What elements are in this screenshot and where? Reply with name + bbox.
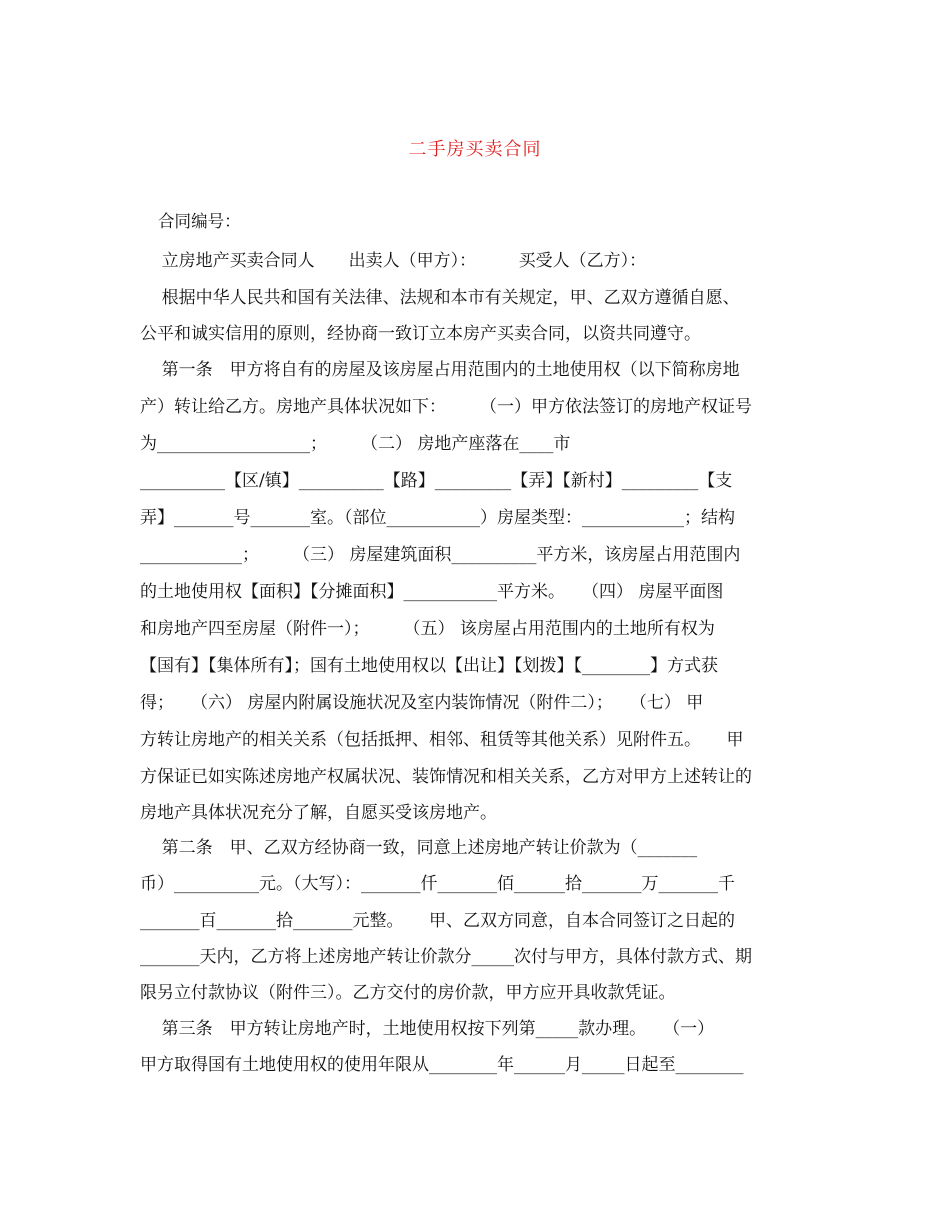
document-line: 合同编号： [158, 212, 241, 232]
document-line: 第三条 甲方转让房地产时，土地使用权按下列第_____款办理。 （一） [140, 1019, 715, 1039]
document-line: 根据中华人民共和国有关法律、法规和本市有关规定，甲、乙双方遵循自愿、 [140, 288, 740, 308]
document-line: __________【区/镇】__________【路】_________【弄】【新村】_________【支 [140, 471, 733, 491]
document-line: ____________； （三） 房屋建筑面积__________平方米，该房屋占用范围内 [140, 545, 741, 565]
document-line: 第一条 甲方将自有的房屋及该房屋占用范围内的土地使用权（以下简称房地 [140, 360, 740, 380]
document-line: 弄】_______号_______室。（部位___________）房屋类型：____________；结构 [140, 508, 735, 528]
document-line: 和房地产四至房屋（附件一）； （五） 该房屋占用范围内的土地所有权为 [140, 619, 715, 639]
document-line: 产）转让给乙方。房地产具体状况如下： （一）甲方依法签订的房地产权证号 [140, 397, 752, 417]
document-line: 的土地使用权【面积】【分摊面积】___________平方米。 （四） 房屋平面图 [140, 582, 724, 602]
document-line: 第二条 甲、乙双方经协商一致，同意上述房地产转让价款为（_______ [140, 838, 698, 858]
document-line: _______天内，乙方将上述房地产转让价款分_____次付与甲方，具体付款方式、期 [140, 947, 752, 967]
document-line: 限另立付款协议（附件三）。乙方交付的房价款，甲方应开具收款凭证。 [140, 983, 676, 1003]
document-line: 为__________________； （二） 房地产座落在____市 [140, 434, 571, 454]
document-line: 甲方取得国有土地使用权的使用年限从________年______月_____日起至________ [140, 1055, 744, 1075]
document-line: _______百_______拾_______元整。 甲、乙双方同意，自本合同签订之日起的 [140, 911, 735, 931]
document-line: 方转让房地产的相关关系（包括抵押、相邻、租赁等其他关系）见附件五。 甲 [140, 730, 744, 750]
document-line: 得； （六） 房屋内附属设施状况及室内装饰情况（附件二）； （七） 甲 [140, 693, 704, 713]
document-title: 二手房买卖合同 [408, 139, 542, 160]
document-line: 币）__________元。（大写）：_______仟_______佰______拾_______万_______千 [140, 874, 735, 894]
document-line: 立房地产买卖合同人 出卖人（甲方）： 买受人（乙方）： [140, 251, 647, 271]
document-line: 公平和诚实信用的原则，经协商一致订立本房产买卖合同，以资共同遵守。 [140, 324, 701, 344]
document-line: 方保证已如实陈述房地产权属状况、装饰情况和相关关系，乙方对甲方上述转让的 [140, 767, 752, 787]
document-line: 【国有】【集体所有】；国有土地使用权以【出让】【划拨】【________】方式获 [140, 656, 718, 676]
document-line: 房地产具体状况充分了解，自愿买受该房地产。 [140, 803, 497, 823]
